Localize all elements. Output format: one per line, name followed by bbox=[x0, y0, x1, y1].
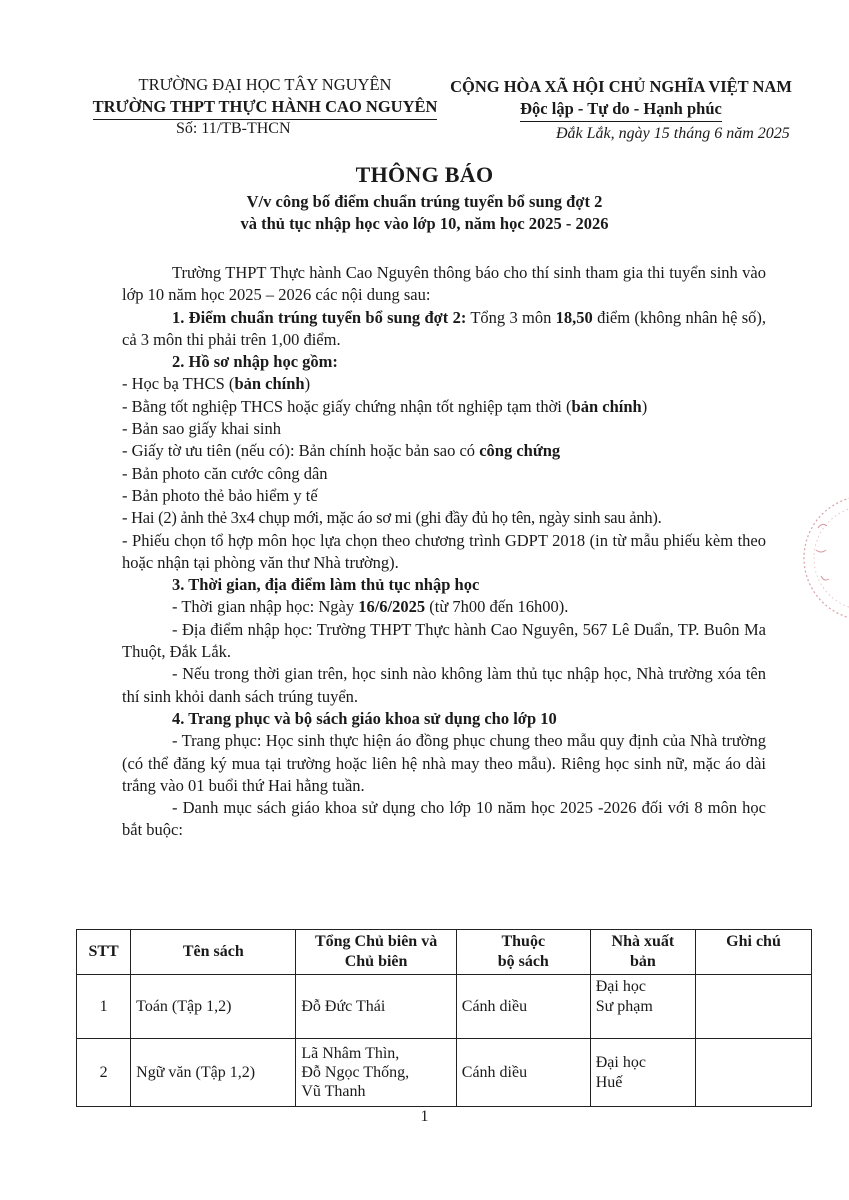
header-book-name: Tên sách bbox=[131, 930, 296, 975]
document-number: Số: 11/TB-THCN bbox=[176, 120, 291, 137]
section-2-item-8: - Phiếu chọn tổ hợp môn học lựa chọn theo chương trình GDPT 2018 (in từ mẫu phiếu kèm theo hoặc nhận tại phòng văn thư Nhà trường). bbox=[122, 530, 766, 572]
section-2-item-5: - Bản photo căn cước công dân bbox=[122, 463, 328, 483]
section-2-item-2 bbox=[122, 396, 766, 418]
university-name: TRƯỜNG ĐẠI HỌC TÂY NGUYÊN bbox=[138, 75, 392, 94]
document-subtitle-2: và thủ tục nhập học vào lớp 10, năm học 2025 - 2026 bbox=[240, 214, 609, 233]
item-text: (từ 7h00 đến 16h00). bbox=[425, 597, 569, 617]
row-editor bbox=[296, 1039, 456, 1107]
document-date: Đắk Lắk, ngày 15 tháng 6 năm 2025 bbox=[556, 125, 790, 142]
item-text: - Thời gian nhập học: Ngày bbox=[172, 597, 359, 617]
row-book-name: Toán (Tập 1,2) bbox=[131, 975, 296, 1039]
editor-line: Lã Nhâm Thìn, bbox=[301, 1045, 400, 1062]
textbook-table bbox=[76, 929, 812, 1107]
intro-paragraph: Trường THPT Thực hành Cao Nguyên thông báo cho thí sinh tham gia thi tuyển sinh vào lớp 10 năm học 2025 – 2026 các nội dung sau: bbox=[122, 263, 766, 305]
section-4-item-2: - Danh mục sách giáo khoa sử dụng cho lớp 10 năm học 2025 -2026 đối với 8 môn học bắt buộc: bbox=[122, 798, 766, 840]
document-body bbox=[122, 262, 766, 842]
header-series-line-1: Thuộc bbox=[501, 933, 546, 950]
item-text: - Bằng tốt nghiệp THCS hoặc giấy chứng nhận tốt nghiệp tạm thời ( bbox=[122, 396, 572, 416]
header-editor-line-2: Chủ biên bbox=[344, 953, 408, 970]
editor-line: Đỗ Ngọc Thống, bbox=[301, 1064, 410, 1081]
section-2-item-7: - Hai (2) ảnh thẻ 3x4 chụp mới, mặc áo sơ mi (ghi đầy đủ họ tên, ngày sinh sau ảnh). bbox=[122, 508, 662, 528]
item-emphasis: bản chính bbox=[571, 396, 642, 416]
table-row bbox=[77, 975, 812, 1039]
section-1-text-b: điểm (không nhân hệ số), cả 3 môn thi phải trên 1,00 điểm. bbox=[122, 307, 766, 349]
school-name bbox=[80, 96, 450, 120]
editor-line: Vũ Thanh bbox=[301, 1083, 366, 1100]
header-stt: STT bbox=[77, 930, 131, 975]
partial-stamp-icon bbox=[788, 488, 849, 628]
item-text: - Giấy tờ ưu tiên (nếu có): Bản chính hoặc bản sao có bbox=[122, 441, 480, 461]
page-number: 1 bbox=[420, 1108, 429, 1125]
header-editor-line-1: Tổng Chủ biên và bbox=[314, 933, 438, 950]
header-publisher-line-1: Nhà xuất bbox=[611, 933, 675, 950]
publisher-line: Đại học bbox=[595, 978, 646, 995]
item-emphasis: bản chính bbox=[234, 374, 305, 394]
header-right bbox=[425, 76, 817, 122]
publisher-line: Đại học bbox=[595, 1053, 646, 1071]
row-stt: 1 bbox=[77, 975, 131, 1039]
header-publisher bbox=[590, 930, 695, 975]
national-motto-text: Độc lập - Tự do - Hạnh phúc bbox=[520, 98, 722, 122]
row-note bbox=[696, 975, 812, 1039]
table-row bbox=[77, 1039, 812, 1107]
header-series-line-2: bộ sách bbox=[497, 953, 549, 970]
header-note: Ghi chú bbox=[696, 930, 812, 975]
section-4-item-1: - Trang phục: Học sinh thực hiện áo đồng phục chung theo mẫu quy định của Nhà trường (có thể đăng ký mua tại trường hoặc liên hệ nhà may theo mẫu). Riêng học sinh nữ, mặc áo dài trắng vào 01 buổi thứ Hai hằng tuần. bbox=[122, 731, 766, 795]
section-2-item-6: - Bản photo thẻ bảo hiểm y tế bbox=[122, 485, 318, 505]
section-1-heading: 1. Điểm chuẩn trúng tuyển bổ sung đợt 2: bbox=[172, 307, 467, 327]
section-3-item-1 bbox=[122, 596, 766, 618]
publisher-line: Sư phạm bbox=[595, 998, 653, 1015]
section-3-item-2: - Địa điểm nhập học: Trường THPT Thực hành Cao Nguyên, 567 Lê Duẩn, TP. Buôn Ma Thuột, Đắk Lắk. bbox=[122, 619, 766, 662]
section-2-item-1 bbox=[122, 373, 766, 395]
item-text: - Học bạ THCS ( bbox=[122, 374, 235, 394]
row-series: Cánh diều bbox=[456, 975, 590, 1039]
school-name-text: TRƯỜNG THPT THỰC HÀNH CAO NGUYÊN bbox=[93, 96, 438, 120]
section-3-heading: 3. Thời gian, địa điểm làm thủ tục nhập học bbox=[172, 575, 480, 595]
row-publisher bbox=[590, 975, 695, 1039]
national-title: CỘNG HÒA XÃ HỘI CHỦ NGHĨA VIỆT NAM bbox=[450, 77, 792, 96]
row-publisher bbox=[590, 1039, 695, 1107]
document-subtitle-1: V/v công bố điểm chuẩn trúng tuyển bổ sung đợt 2 bbox=[246, 192, 603, 211]
section-2-item-4 bbox=[122, 440, 766, 462]
row-note bbox=[696, 1039, 812, 1107]
section-1 bbox=[122, 307, 766, 352]
section-2-item-3: - Bản sao giấy khai sinh bbox=[122, 419, 282, 439]
header-series bbox=[456, 930, 590, 975]
document-title: THÔNG BÁO bbox=[355, 162, 494, 187]
item-text: ) bbox=[304, 374, 311, 394]
row-editor bbox=[296, 975, 456, 1039]
row-stt: 2 bbox=[77, 1039, 131, 1107]
section-3-item-3: - Nếu trong thời gian trên, học sinh nào không làm thủ tục nhập học, Nhà trường xóa tên thí sinh khỏi danh sách trúng tuyển. bbox=[122, 664, 766, 706]
header-publisher-line-2: bản bbox=[629, 953, 656, 970]
section-4-heading: 4. Trang phục và bộ sách giáo khoa sử dụng cho lớp 10 bbox=[172, 708, 557, 728]
editor-line: Đỗ Đức Thái bbox=[301, 997, 386, 1015]
table-header-row bbox=[77, 930, 812, 975]
publisher-line: Huế bbox=[595, 1073, 623, 1091]
row-series: Cánh diều bbox=[456, 1039, 590, 1107]
section-2-heading: 2. Hồ sơ nhập học gồm: bbox=[172, 352, 338, 372]
item-emphasis: 16/6/2025 bbox=[358, 597, 426, 617]
header-editor bbox=[296, 930, 456, 975]
header-left bbox=[80, 74, 450, 120]
item-emphasis: công chứng bbox=[479, 441, 561, 461]
item-text: ) bbox=[641, 396, 648, 416]
national-motto bbox=[425, 98, 817, 122]
row-book-name: Ngữ văn (Tập 1,2) bbox=[131, 1039, 296, 1107]
cutoff-score: 18,50 bbox=[555, 307, 593, 327]
section-1-text-a: Tổng 3 môn bbox=[466, 307, 556, 327]
